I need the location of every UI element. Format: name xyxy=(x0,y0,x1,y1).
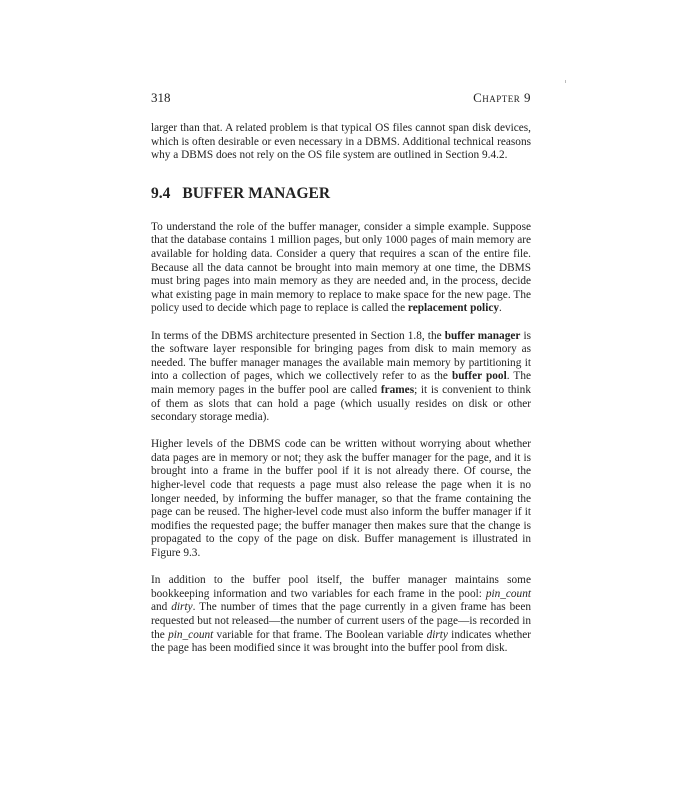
var-pin-count: pin_count xyxy=(485,587,531,600)
intro-paragraph: larger than that. A related problem is that typical OS files cannot span disk devices, which is often desirable or even necessary in a DBMS. Additional technical reasons why a DBMS does not rely on the OS file system are outlined in Section 9.4.2. xyxy=(151,122,531,162)
section-heading xyxy=(151,185,531,203)
var-dirty: dirty xyxy=(171,601,193,614)
paragraph-text: In terms of the DBMS architecture presented in Section 1.8, the xyxy=(151,329,445,342)
paragraph-higher-levels: Higher levels of the DBMS code can be written without worrying about whether data pages are in memory or not; they ask the buffer manager for the page, and it is brought into a frame in the buffer pool if it is not already there. Of course, the higher-level code that requests a page must also release the page when it is no longer needed, by informing the buffer manager, so that the frame containing the page can be reused. The higher-level code must also inform the buffer manager if it modifies the requested page; the buffer manager then makes sure that the change is propagated to the copy of the page on disk. Buffer management is illustrated in Figure 9.3. xyxy=(151,438,531,560)
paragraph-text: In addition to the buffer pool itself, the buffer manager maintains some bookkeeping information and two variables for each frame in the pool: xyxy=(151,574,531,600)
page-body xyxy=(151,122,531,669)
section-title: BUFFER MANAGER xyxy=(182,184,331,202)
paragraph-buffer-pool xyxy=(151,330,531,425)
paragraph-text: . xyxy=(499,302,502,315)
paragraph-text: variable for that frame. The Boolean variable xyxy=(213,628,427,641)
paragraph-text: ; it is convenient to think of them as slots that can hold a page (which usually resides on disk or other secondary storage media). xyxy=(151,383,531,424)
paragraph-text: . The number of times that the page currently in a given frame has been requested but not released—the number of current users of the page—is recorded in the xyxy=(151,601,531,641)
term-frames: frames xyxy=(380,383,415,396)
var-pin-count: pin_count xyxy=(168,628,214,641)
running-head xyxy=(151,90,531,106)
paragraph-text: is the software layer responsible for bringing pages from disk to main memory as needed. The buffer manager manages the available main memory by partitioning it into a collection of pages, which we collectively refer to as the xyxy=(151,329,531,383)
paragraph-replacement-policy xyxy=(151,221,531,316)
var-dirty: dirty xyxy=(426,628,448,641)
paragraph-text: . The main memory pages in the buffer pool are called xyxy=(151,370,531,396)
paragraph-text: indicates whether the page has been modified since it was brought into the buffer pool from disk. xyxy=(151,628,531,655)
paragraph-bookkeeping xyxy=(151,574,531,656)
paragraph-text: To understand the role of the buffer manager, consider a simple example. Suppose that the database contains 1 million pages, but only 1000 pages of main memory are available for holding data. Consider a query that requires a scan of the entire file. Because all the data cannot be brought into main memory at one time, the DBMS must bring pages into main memory as they are needed and, in the process, decide what existing page in main memory to replace to make space for the new page. The policy used to decide which page to replace is called the xyxy=(151,220,531,315)
chapter-label: Chapter 9 xyxy=(473,90,531,105)
scan-mark xyxy=(565,80,566,83)
term-replacement-policy: replacement policy xyxy=(407,302,499,315)
section-number: 9.4 xyxy=(151,184,171,202)
term-buffer-pool: buffer pool xyxy=(451,370,507,383)
page-number: 318 xyxy=(151,90,171,105)
paragraph-text: and xyxy=(151,601,172,614)
term-buffer-manager: buffer manager xyxy=(444,329,521,342)
